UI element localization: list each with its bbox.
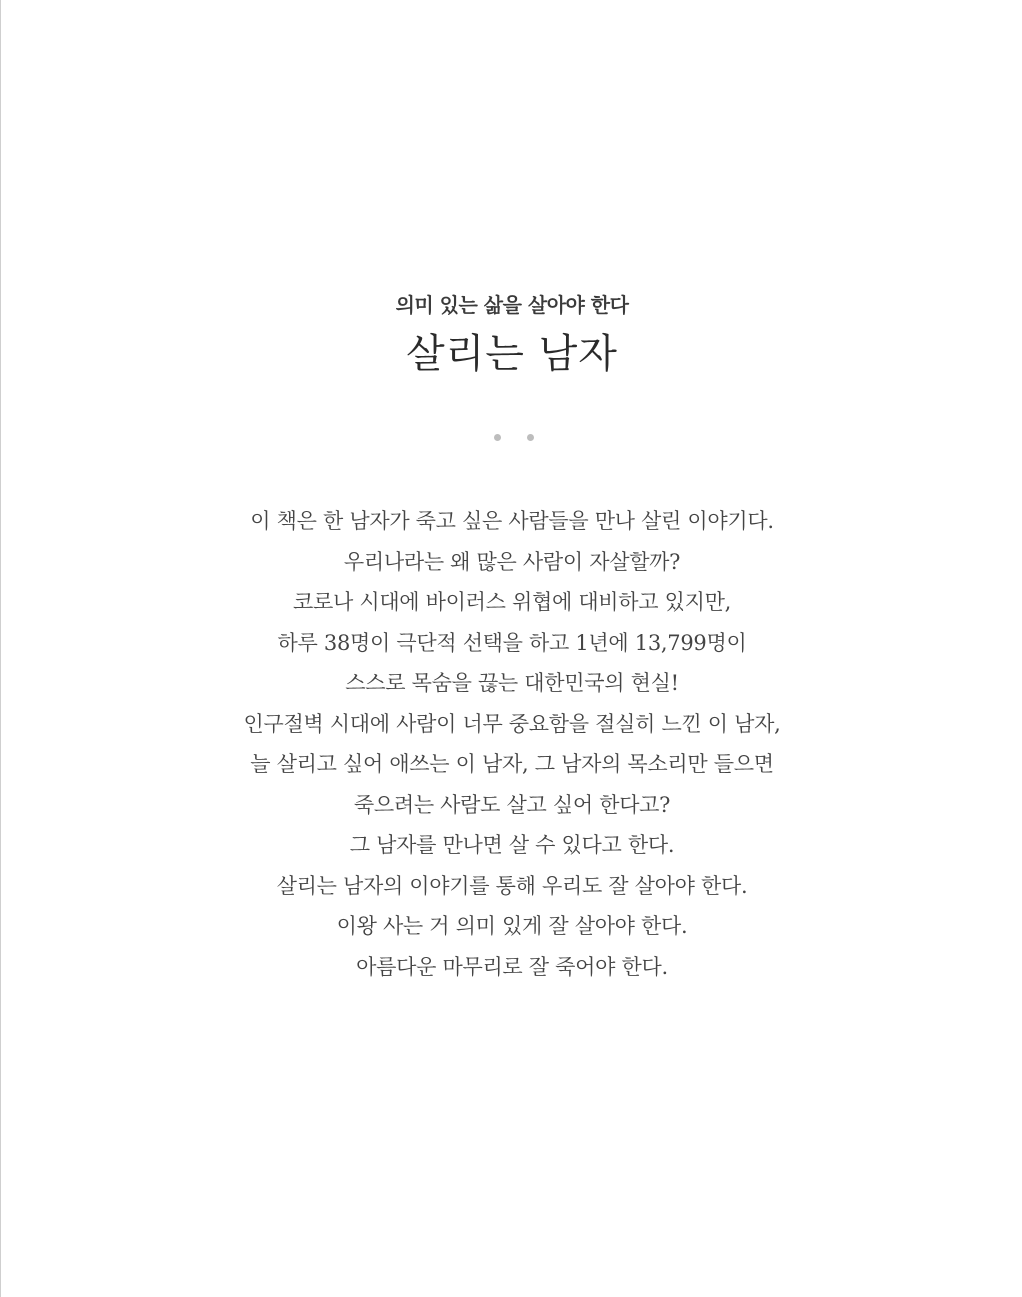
- separator-dots: [1, 434, 1022, 444]
- separator-dot: [527, 434, 534, 441]
- body-line: 우리나라는 왜 많은 사람이 자살할까?: [343, 549, 681, 574]
- body-line: 코로나 시대에 바이러스 위협에 대비하고 있지만,: [293, 590, 731, 614]
- body-line: 이왕 사는 거 의미 있게 잘 살아야 한다.: [336, 914, 688, 938]
- body-line: 인구절벽 시대에 사람이 너무 중요함을 절실히 느낀 이 남자,: [243, 711, 781, 736]
- body-line: 그 남자를 만나면 살 수 있다고 한다.: [349, 833, 675, 857]
- body-line: 아름다운 마무리로 잘 죽어야 한다.: [356, 954, 668, 979]
- body-line: 하루 38명이 극단적 선택을 하고 1년에 13,799명이: [277, 630, 747, 655]
- separator-dot: [494, 434, 501, 441]
- page-subtitle: 의미 있는 삶을 살아야 한다: [395, 293, 629, 317]
- page-title: 살리는 남자: [406, 331, 618, 377]
- body-line: 죽으려는 사람도 살고 싶어 한다고?: [353, 792, 671, 817]
- body-line: 스스로 목숨을 끊는 대한민국의 현실!: [345, 671, 679, 695]
- body-line: 이 책은 한 남자가 죽고 싶은 사람들을 만나 살린 이야기다.: [250, 509, 774, 533]
- body-line: 살리는 남자의 이야기를 통해 우리도 잘 살아야 한다.: [276, 873, 748, 898]
- body-paragraph: [1, 501, 1022, 987]
- body-line: 늘 살리고 싶어 애쓰는 이 남자, 그 남자의 목소리만 들으면: [250, 752, 774, 776]
